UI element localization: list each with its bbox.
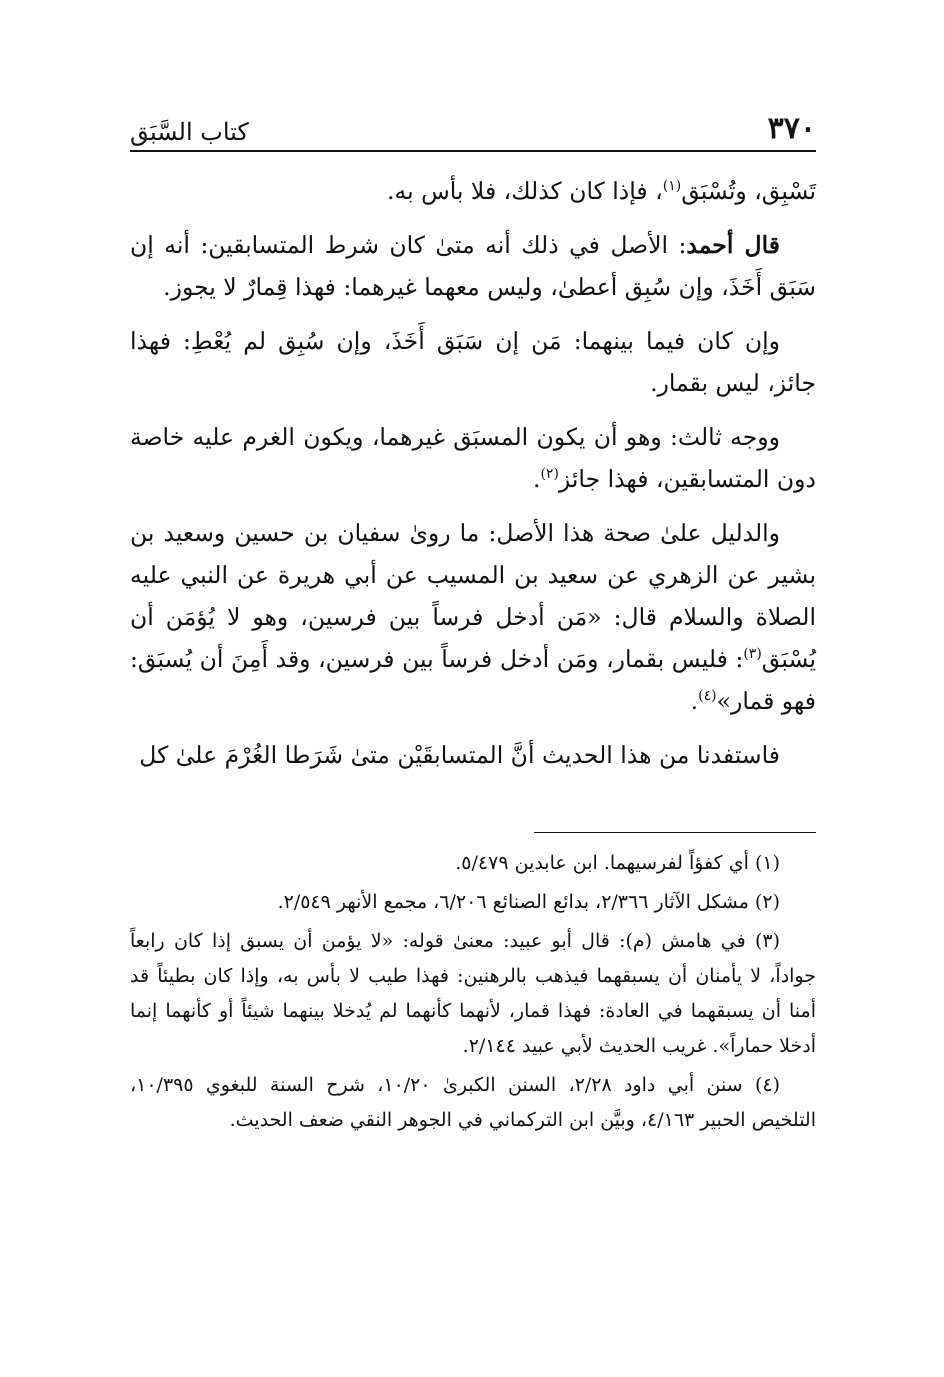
text-run: ، فإذا كان كذلك، فلا بأس به. <box>387 177 663 205</box>
footnote: (٣) في هامش (م): قال أبو عبيد: معنىٰ قوله: «لا يؤمن أن يسبق إذا كان رابعاً جواداً، لا يأمنان أن يسبقهما فيذهب بالرهنين: فهذا طيب لا بأس به، وإذا كان بطيئاً قد أمنا أن يسبقهما في العادة: فهذا قمار، لأنهما كأنهما لم يُدخلا بينهما شيئاً أو كأنهما إنما أدخلا حماراً». غريب الحديث لأبي عبيد ٢/١٤٤. <box>130 930 816 1057</box>
footnote: (٢) مشكل الآثار ٢/٣٦٦، بدائع الصنائع ٦/٢٠٦، مجمع الأنهر ٢/٥٤٩. <box>277 891 780 913</box>
footnote-ref: (٢) <box>540 466 559 483</box>
paragraph <box>130 512 816 722</box>
footnote: (١) أي كفؤاً لفرسيهما. ابن عابدين ٥/٤٧٩. <box>455 852 780 874</box>
main-text <box>130 170 816 788</box>
text-run: . <box>690 687 699 715</box>
paragraph <box>130 416 816 500</box>
text-run: ووجه ثالث: وهو أن يكون المسبَق غيرهما، ويكون الغرم عليه خاصة دون المتسابقين، فهذا جائز <box>130 423 816 493</box>
speaker-name: قال أحمد <box>686 231 780 259</box>
paragraph <box>130 734 816 776</box>
paragraph <box>130 170 816 212</box>
text-run: وإن كان فيما بينهما: مَن إن سَبَق أَخَذَ، وإن سُبِق لم يُعْطِ: فهذا جائز، ليس بقمار. <box>130 327 816 397</box>
footnote-ref: (١) <box>662 178 682 195</box>
page-header <box>130 92 816 152</box>
footnote-ref: (٣) <box>743 646 762 663</box>
running-title: كتاب السَّبَق <box>130 118 249 146</box>
footnotes <box>130 846 816 1142</box>
footnote: (٤) سنن أبي داود ٢/٢٨، السنن الكبرىٰ ١٠/٢٠، شرح السنة للبغوي ١٠/٣٩٥، التلخيص الحبير ٤/١٦٣، وبيَّن ابن التركماني في الجوهر النقي ضعف الحديث. <box>130 1074 816 1131</box>
page-number: ٣٧٠ <box>767 111 816 146</box>
paragraph <box>130 320 816 404</box>
text-run: . <box>532 465 541 493</box>
text-run: والدليل علىٰ صحة هذا الأصل: ما روىٰ سفيان بن حسين وسعيد بن بشير عن الزهري عن سعيد بن المسيب عن أبي هريرة عن النبي عليه الصلاة والسلام قال: «مَن أدخل فرساً بين فرسين، وهو لا يُؤمَن أن يُسْبَق <box>130 519 816 673</box>
text-run: فاستفدنا من هذا الحديث أنَّ المتسابقَيْن متىٰ شَرَطا الغُرْمَ علىٰ كل <box>139 741 780 769</box>
text-run: تَسْبِق، وتُسْبَق <box>681 177 816 205</box>
text-run: : الأصل في ذلك أنه متىٰ كان شرط المتسابقين: أنه إن سَبَق أَخَذَ، وإن سُبِق أعطىٰ، وليس معهما غيرهما: فهذا قِمارٌ لا يجوز. <box>130 231 816 301</box>
paragraph <box>130 224 816 308</box>
footnote-separator <box>534 832 816 833</box>
footnote-ref: (٤) <box>698 688 717 705</box>
text-run: : فليس بقمار، ومَن أدخل فرساً بين فرسين، وقد أَمِنَ أن يُسبَق: فهو قمار» <box>130 645 816 715</box>
